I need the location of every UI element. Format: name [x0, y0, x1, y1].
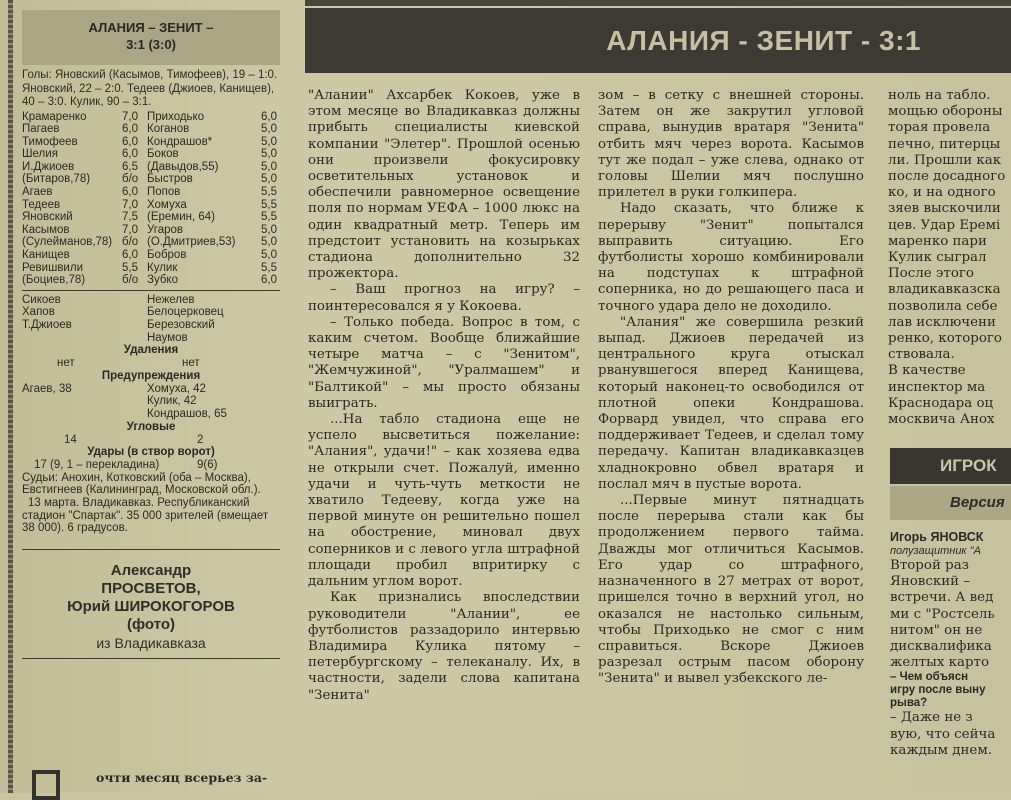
lineup-row: [22, 211, 280, 224]
sendoffs-row: [22, 357, 280, 370]
answer-line: каждым днем.: [890, 742, 993, 758]
warning-row: [22, 395, 280, 408]
headline-banner: [305, 8, 1011, 73]
away-player: Коганов: [147, 123, 190, 136]
article-line: мощью обороны: [888, 104, 1003, 120]
dateline: из Владикавказа: [96, 634, 206, 651]
away-player: (О.Дмитриев,53): [147, 236, 236, 249]
home-player: Шелия: [22, 148, 58, 161]
away-reserve: Белоцерковец: [147, 306, 224, 319]
article-line: В качестве: [888, 363, 966, 379]
home-player: Яновский: [22, 211, 73, 224]
version-subbanner: Версия: [890, 486, 1011, 520]
article-column-2: [598, 88, 864, 688]
away-rating: 5,5: [261, 198, 277, 211]
article-line: Краснодара оц: [888, 395, 994, 411]
lineup-row: [22, 199, 280, 212]
corners-row: [22, 434, 280, 447]
sendoffs-home: нет: [57, 357, 75, 370]
article-line: ренко, которого: [888, 331, 1002, 347]
shots-row: [22, 459, 280, 472]
away-player: Приходько: [147, 110, 205, 123]
article-paragraph: – Только победа. Вопрос в том, с каким счетом. Вообще ближайшие четыре матча – с "Зенитом", "Жемчужиной", "Уралмашем" и "Балтикой" – мы просто обязаны выиграть.: [308, 314, 580, 411]
goals-text: Голы: Яновский (Касымов, Тимофеев), 19 – 1:0. Яновский, 22 – 2:0. Тедеев (Джиоев, Канищев), 40 – 3:0. Кулик, 90 – 3:1.: [22, 69, 278, 108]
home-rating: б/о: [122, 236, 139, 249]
author-surname: ПРОСВЕТОВ,: [101, 579, 201, 597]
lineup-row: [22, 148, 280, 161]
venue-text: 13 марта. Владикавказ. Республиканский стадион "Спартак". 35 000 зрителей (вмещает 38 000). 6 градусов.: [22, 496, 269, 535]
home-warning: [22, 395, 147, 408]
article-paragraph: Как признались впоследствии руководители "Алании", ее футболистов раззадорило интервью Владимира Кулика пятому – петербургскому – телеканалу. Их, в частности, задели слова капитана "Зенита": [308, 590, 580, 703]
sendoffs-heading: Удаления: [123, 344, 179, 357]
player-name: Игорь ЯНОВСК: [890, 530, 984, 544]
article-line: инспектор ма: [888, 379, 986, 395]
away-rating: 5,0: [261, 236, 277, 249]
warnings-table: [22, 383, 280, 421]
away-rating: 5,0: [261, 173, 277, 186]
away-rating: 5,0: [261, 148, 277, 161]
home-player: Крамаренко: [22, 110, 87, 123]
home-player: Пагаев: [22, 123, 60, 136]
article-line: маренко пари: [888, 233, 987, 249]
away-reserve: Нежелев: [147, 293, 195, 306]
away-warning: Хомуха, 42: [147, 382, 206, 395]
home-player: (Сулейманов,78): [22, 236, 113, 249]
reserve-row: [22, 332, 280, 345]
home-warning: [22, 408, 147, 421]
home-player: Агаев: [22, 186, 53, 199]
player-position: полузащитник "А: [890, 545, 981, 557]
text-line: желтых карто: [890, 655, 990, 671]
home-rating: б/о: [122, 173, 139, 186]
article-line: ли. Прошли как: [888, 152, 1002, 168]
reserves-table: [22, 294, 280, 344]
home-rating: 7,0: [122, 198, 138, 211]
away-rating: 5,0: [261, 249, 277, 262]
referees-text: Судьи: Анохин, Котковский (оба – Москва), Евстигнеев (Калининград, Московской обл.).: [22, 471, 261, 497]
answer-line: – Даже не з: [890, 710, 973, 726]
photo-credit: (фото): [126, 615, 176, 633]
corners-away: 2: [197, 433, 204, 446]
home-rating: 7,0: [122, 223, 138, 236]
home-player: Тимофеев: [22, 135, 78, 148]
warnings-heading: Предупреждения: [101, 369, 201, 382]
question-line: рыва?: [890, 697, 928, 710]
shots-heading: Удары (в створ ворот): [87, 446, 215, 459]
article-line: ствовала.: [888, 347, 955, 363]
away-player: Попов: [147, 186, 181, 199]
home-reserve: Т.Джиоев: [22, 319, 72, 331]
home-rating: 7,0: [122, 110, 138, 123]
home-rating: 6,0: [122, 148, 138, 161]
away-reserve: Наумов: [147, 331, 188, 344]
article-paragraph: зом – в сетку с внешней стороны. Затем он же закрутил угловой справа, вынудив вратаря "Зенита" отбить мяч через ворота. Касымов тут же подал – уже слева, однако от головы Шелии мяч послушно прилетел в руки голкипера.: [598, 88, 864, 201]
home-rating: 6,0: [122, 135, 138, 148]
away-rating: 6,0: [261, 110, 277, 123]
byline: [22, 562, 280, 652]
away-player: Боков: [147, 148, 179, 161]
article-paragraph: Надо сказать, что ближе к перерыву "Зенит" попытался выправить ситуацию. Его футболисты хорошо комбинировали на подступах к штрафной соперника, но до решающего паса и точного удара дело не доходило.: [598, 201, 864, 314]
lineup-row: [22, 224, 280, 237]
text-line: встречи. А вед: [890, 590, 994, 606]
away-player: Хомуха: [147, 198, 187, 211]
home-player: И.Джиоев: [22, 160, 75, 173]
player-banner: ИГРОК: [890, 448, 1011, 484]
player-sidebar: [890, 530, 1011, 759]
lineup-row: [22, 236, 280, 249]
warning-row: [22, 383, 280, 396]
lineup-row: [22, 186, 280, 199]
interview-question: [890, 671, 1011, 710]
corners-home: 14: [64, 433, 77, 446]
lineup-row: [22, 173, 280, 186]
dropcap-line: очти месяц всерьез за-: [96, 770, 268, 785]
divider: [22, 658, 280, 659]
text-line: Второй раз: [890, 558, 969, 573]
home-player: Ревишвили: [22, 261, 83, 274]
question-line: игру после выну: [890, 684, 986, 697]
home-player: Канищев: [22, 249, 70, 262]
lineup-row: [22, 136, 280, 149]
lineup-row: [22, 274, 280, 287]
article-line: ноль на табло.: [888, 88, 991, 103]
decorative-rule: [8, 0, 13, 793]
article-line: торая провела: [888, 120, 991, 136]
player-text: [890, 558, 1011, 671]
away-rating: 5,0: [261, 223, 277, 236]
lineup-row: [22, 249, 280, 262]
article-line: зяев выскочили: [888, 201, 1001, 217]
article-line: владикавказска: [888, 282, 1001, 298]
interview-answer: [890, 710, 1011, 759]
article-line: ко, и на одного: [888, 185, 996, 201]
article-line: лав исключени: [888, 314, 996, 330]
stats-title: [22, 10, 280, 65]
home-rating: б/о: [122, 274, 139, 287]
home-reserve: [22, 332, 147, 345]
home-player: Касымов: [22, 223, 70, 236]
text-line: ми с "Ростсель: [890, 606, 995, 622]
article-paragraph: ...Первые минут пятнадцать после перерыва стали как бы продолжением первого тайма. Дважды мог отличиться Касымов. Его удар со штрафного, назначенного в 27 метрах от ворот, пришелся точно в верхний угол, но оказался не настолько сильным, чтобы Приходько не смог с ним справиться. Вскоре Джиоев разрезал острым пасом оборону "Зенита" и вывел узбекского ле-: [598, 493, 864, 687]
article-paragraph: – Ваш прогноз на игру? – поинтересовался я у Кокоева.: [308, 282, 580, 314]
away-player: (Еремин, 64): [147, 211, 215, 224]
question-line: – Чем объясн: [890, 671, 969, 684]
lineup-table: [22, 111, 280, 287]
photographer-name: Юрий ШИРОКОГОРОВ: [67, 597, 235, 615]
divider: [22, 549, 280, 550]
away-rating: 5,0: [261, 123, 277, 136]
away-rating: 5,5: [261, 211, 277, 224]
answer-line: вую, что сейча: [890, 726, 996, 742]
away-reserve: Березовский: [147, 319, 215, 331]
article-line: после досадного: [888, 169, 1006, 185]
article-line: После этого: [888, 266, 974, 282]
author-first-name: Александр: [110, 561, 192, 579]
away-player: Быстров: [147, 173, 193, 186]
article-paragraph: "Алании" Ахсарбек Кокоев, уже в этом месяце во Владикавказ должны прибыть специалисты киевской компании "Элетер". Прошлой осенью они произвели фокусировку осветительных установок и обеспечили равномерное освещение поля по нормам УЕФА – 1000 люкс на один квадратный метр. Теперь им предстоит установить на козырьках стадиона дополнительно 32 прожектора.: [308, 88, 580, 282]
article-line: печно, питерцы: [888, 136, 1001, 152]
home-rating: 6,5: [122, 160, 138, 173]
away-rating: 5,5: [261, 261, 277, 274]
home-rating: 6,0: [122, 186, 138, 199]
text-line: дисквалифика: [890, 639, 992, 655]
article-line: Кулик сыграл: [888, 250, 987, 266]
warning-row: [22, 408, 280, 421]
home-warning: Агаев, 38: [22, 382, 72, 395]
drop-cap-box: [32, 770, 60, 800]
divider: [22, 290, 280, 291]
away-rating: 5,0: [261, 160, 277, 173]
article-paragraph: ...На табло стадиона еще не успело высветиться пожелание: "Алания", удачи!" – как хозяева едва не открыли счет. Пожалуй, именно удачи и чуть-чуть меткости не хватило Тедееву, когда уже на первой минуте он решительно пошел на обострение, миновал двух соперников и с левого угла штрафной площади пробил впритирку с дальним углом ворот.: [308, 412, 580, 590]
away-rating: 5,0: [261, 135, 277, 148]
stats-title-score: 3:1 (3:0): [126, 37, 176, 52]
reserve-row: [22, 294, 280, 307]
home-player: (Боциев,78): [22, 274, 86, 287]
home-rating: 6,0: [122, 123, 138, 136]
article-column-1: [308, 88, 580, 704]
text-line: нитом" он не: [890, 622, 983, 638]
article-line: москвича Анох: [888, 412, 995, 428]
match-stats-box: [22, 0, 280, 793]
home-rating: 6,0: [122, 249, 138, 262]
article-line: позволила себе: [888, 298, 998, 314]
lineup-row: [22, 123, 280, 136]
corners-heading: Угловые: [126, 420, 176, 433]
sendoffs-away: нет: [182, 357, 200, 370]
away-player: Кулик: [147, 261, 178, 274]
home-player: Тедеев: [22, 198, 61, 211]
away-player: (Давыдов,55): [147, 160, 219, 173]
lineup-row: [22, 161, 280, 174]
away-warning: Кондрашов, 65: [147, 407, 227, 420]
away-player: Зубко: [147, 274, 178, 287]
lineup-row: [22, 111, 280, 124]
away-rating: 6,0: [261, 274, 277, 287]
away-rating: 5,5: [261, 186, 277, 199]
stats-title-teams: АЛАНИЯ – ЗЕНИТ –: [88, 20, 214, 35]
shots-away: 9(6): [197, 459, 218, 472]
reserve-row: [22, 306, 280, 319]
shots-home: 17 (9, 1 – перекладина): [34, 459, 160, 472]
home-player: (Битаров,78): [22, 173, 91, 186]
home-rating: 5,5: [122, 261, 138, 274]
away-player: Угаров: [147, 223, 184, 236]
away-warning: Кулик, 42: [147, 395, 197, 408]
article-line: цев. Удар Еремі: [888, 217, 1001, 233]
reserve-row: [22, 319, 280, 332]
lineup-row: [22, 262, 280, 275]
away-player: Бобров: [147, 249, 187, 262]
article-paragraph: "Алания" же совершила резкий выпад. Джиоев передачей из центрального круга отыскал рванувшегося вперед Канищева, который наконец-то освободился от плотной опеки Кондрашова. Форвард увидел, что справа его поддерживает Тедеев, и сделал тому передачу. Капитан владикавказцев хладнокровно обвел вратаря и послал мяч в пустые ворота.: [598, 314, 864, 492]
home-rating: 7,5: [122, 211, 138, 224]
article-column-3: [888, 88, 1011, 428]
away-player: Кондрашов*: [147, 135, 213, 148]
home-reserve: Хапов: [22, 306, 55, 319]
home-reserve: Сикоев: [22, 293, 61, 306]
headline-text: АЛАНИЯ - ЗЕНИТ - 3:1: [606, 24, 921, 56]
text-line: Яновский –: [890, 574, 971, 590]
header-strip: [305, 0, 1011, 6]
